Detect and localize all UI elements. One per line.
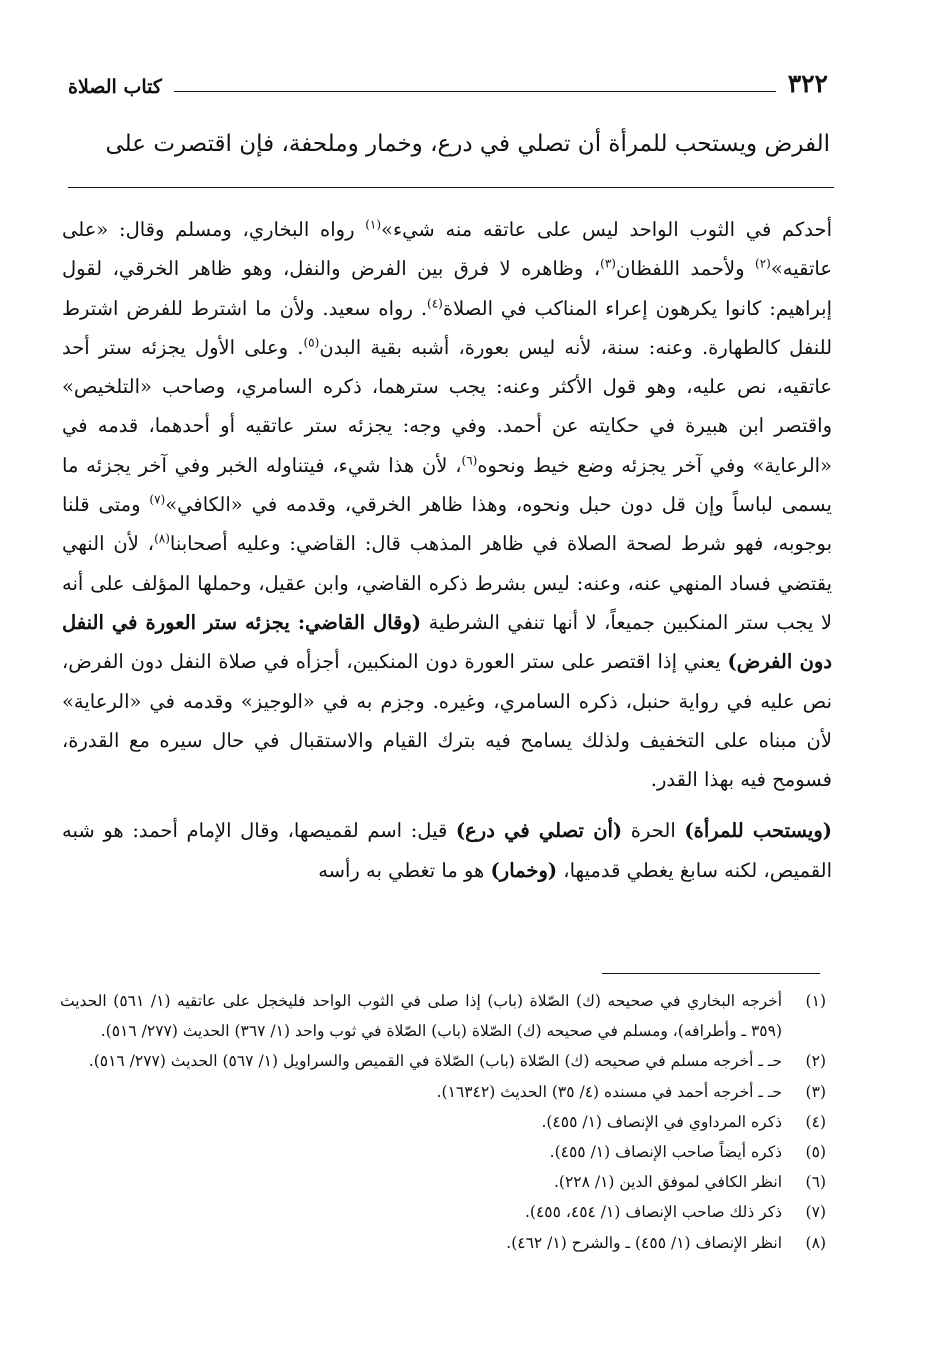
text-run: ومتى قلنا بوجوبه، فهو شرط لصحة الصلاة في ظاهر المذهب قال: القاضي: وعليه أصحابنا [62,493,833,556]
quoted-matn: (وقال القاضي: يجزئه ستر العورة في النفل دون الفرض) [62,610,832,674]
quoted-matn: (ويستحب للمرأة) [684,819,832,843]
footnote-text: ذكره أيضاً صاحب الإنصاف (١/ ٤٥٥). [549,1143,782,1162]
footnote-ref[interactable]: (٣) [600,256,616,271]
running-header [68,64,828,98]
footnote-text: انظر الكافي لموفق الدين (١/ ٢٢٨). [553,1173,782,1192]
footnote-number: (٣) [805,1082,826,1101]
matn-separator [68,187,834,188]
text-run: أحدكم في الثوب الواحد ليس على عاتقه منه شيء» [381,218,832,241]
header-rule [174,91,776,92]
footnote-number: (٨) [805,1233,826,1252]
quoted-matn: (وخمار) [490,858,558,882]
footnote-ref[interactable]: (٧) [149,492,166,507]
text-run: . رواه سعيد. ولأن ما اشترط للفرض اشترط للنفل كالطهارة. وعنه: سنة، لأنه ليس بعورة، أشبه بقية البدن [62,296,833,359]
footnote-text: ذكر ذلك صاحب الإنصاف (١/ ٤٥٤، ٤٥٥). [524,1203,782,1222]
text-run: ولأحمد اللفظان [615,257,756,281]
footnote-ref[interactable]: (٢) [755,256,771,271]
text-run: يعني إذا اقتصر على ستر العورة دون المنكبين، أجزأه في صلاة النفل دون الفرض، نص عليه في رواية حنبل، ذكره السامري، وغيره. وجزم به في «الوجيز» وقدمه في «الرعاية» لأن مبناه على التخفيف ولذلك يسامح فيه بترك القيام والاستقبال في حال سيره مع القدرة، فسومح فيه بهذا القدر. [62,650,832,792]
footnote-ref[interactable]: (١) [365,217,382,232]
footnote-number: (٢) [805,1052,826,1071]
footnotes [60,986,826,1258]
footnote-text: انظر الإنصاف (١/ ٤٥٥) ـ والشرح (١/ ٤٦٢). [506,1233,782,1252]
footnote-number: (٧) [805,1203,826,1222]
text-run: ، لأن هذا شيء، فيتناوله الخبر وفي آخر يجزئه ما يسمى لباساً وإن قل دون حبل ونحوه، وهذا ظاهر الخرقي، وقدمه في «الكافي» [62,453,832,517]
text-run: هو ما تغطي به رأسه [318,858,491,882]
footnote [60,986,826,1046]
footnote [60,1107,826,1137]
footnote-number: (٥) [805,1143,826,1162]
text-run: قيل: اسم لقميصها، وقال الإمام أحمد: هو شبه القميص، لكنه سابغ يغطي قدميها، [62,819,832,882]
footnote-ref[interactable]: (٤) [427,296,443,311]
footnote-text: أخرجه البخاري في صحيحه (ك) الصّلاة (باب) إذا صلى في الثوب الواحد فليخجل على عاتقيه (١/ ٥٦١) الحديث (٣٥٩ ـ وأطرافه)، ومسلم في صحيحه (ك) الصّلاة (باب) الصّلاة في ثوب واحد (١/ ٣٦٧) الحديث (٢٧٧/ ٥١٦). [60,992,783,1041]
footnote-text: ذكره المرداوي في الإنصاف (١/ ٤٥٥). [541,1112,782,1131]
footnote-separator [602,973,820,974]
matn-text: الفرض ويستحب للمرأة أن تصلي في درع، وخمار وملحفة، فإن اقتصرت على [105,131,830,157]
commentary-paragraph-2 [62,811,832,890]
footnote [60,1197,826,1227]
footnote-text: حـ ـ أخرجه مسلم في صحيحه (ك) الصّلاة (باب) الصّلاة في القميص والسراويل (١/ ٥٦٧) الحديث (٢٧٧/ ٥١٦). [88,1052,782,1071]
text-run: ، لأن النهي يقتضي فساد المنهي عنه، وعنه: ليس بشرط ذكره القاضي، وابن عقيل، وحملها المؤلف على أنه لا يجب ستر المنكبين جميعاً، لا أنها تنفي الشرطية [62,532,832,634]
commentary-body [62,210,832,890]
footnote [60,1046,826,1076]
footnote-text: حـ ـ أخرجه أحمد في مسنده (٤/ ٣٥) الحديث (١٦٣٤٢). [436,1082,782,1101]
footnote-ref[interactable]: (٦) [461,453,478,468]
quoted-matn: (أن تصلي في درع) [455,819,623,843]
footnote-ref[interactable]: (٥) [303,335,320,350]
page-number: ٣٢٢ [787,69,828,98]
footnote-ref[interactable]: (٨) [154,531,170,546]
text-run: رواه البخاري، ومسلم وقال: «على عاتقيه» [62,218,832,281]
text-run: ، وظاهره لا فرق بين الفرض والنفل، وهو ظاهر الخرقي، لقول إبراهيم: كانوا يكرهون إعراء المناكب في الصلاة [62,257,832,320]
footnote [60,1137,826,1167]
footnote-number: (١) [805,992,826,1010]
commentary-paragraph-1 [62,210,832,799]
footnote [60,1077,826,1107]
footnote-number: (٤) [805,1112,826,1131]
text-run: الحرة [622,819,685,843]
book-title: كتاب الصلاة [68,76,162,98]
footnote [60,1228,826,1258]
footnote [60,1167,826,1197]
text-run: . وعلى الأول يجزئه ستر أحد عاتقيه، نص عليه، وهو قول الأكثر وعنه: يجب سترهما، ذكره السامري، وصاحب «التلخيص» واقتصر ابن هبيرة في حكايته عن أحمد. وفي وجه: يجزئه ستر عاتقيه أو أحدهما، قدمه في «الرعاية» وفي آخر يجزئه وضع خيط ونحوه [62,335,832,477]
footnote-number: (٦) [805,1173,826,1192]
